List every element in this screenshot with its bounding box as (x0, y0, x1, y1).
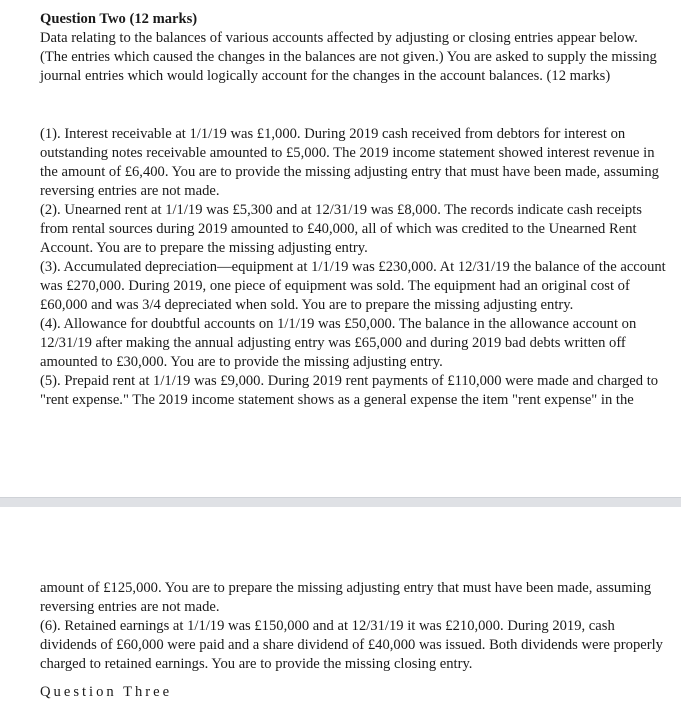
item-5-continued: amount of £125,000. You are to prepare the missing adjusting entry that must have been made, assuming reversing entries are not made. (40, 580, 652, 615)
item-6: (6). Retained earnings at 1/1/19 was £150,000 and at 12/31/19 it was £210,000. During 2019, cash dividends of £60,000 were paid and a share dividend of £40,000 was issued. Both dividends were properly charged to retained earnings. You are to provide the missing closing entry. (40, 618, 663, 672)
item-4: (4). Allowance for doubtful accounts on 1/1/19 was £50,000. The balance in the allowance account on 12/31/19 after making the annual adjusting entry was £65,000 and during 2019 bad debts written off amounted to £30,000. You are to provide the missing adjusting entry. (40, 316, 637, 370)
question-heading: Question Two (12 marks) (40, 11, 198, 27)
item-3: (3). Accumulated depreciation—equipment at 1/1/19 was £230,000. At 12/31/19 the balance of the account was £270,000. During 2019, one piece of equipment was sold. The equipment had an original cost of £60,000 and was 3/4 depreciated when sold. You are to prepare the missing adjusting entry. (40, 259, 666, 313)
item-2: (2). Unearned rent at 1/1/19 was £5,300 and at 12/31/19 was £8,000. The records indicate cash receipts from rental sources during 2019 amounted to £40,000, all of which was credited to the Unearned Rent Account. You are to prepare the missing adjusting entry. (40, 202, 642, 256)
item-1: (1). Interest receivable at 1/1/19 was £1,000. During 2019 cash received from debtors for interest on outstanding notes receivable amounted to £5,000. The 2019 income statement showed interest revenue in the amount of £6,400. You are to provide the missing adjusting entry that must have been made, assuming reversing entries are not made. (40, 126, 659, 199)
items-list (40, 125, 668, 410)
question-intro: Data relating to the balances of various accounts affected by adjusting or closing entries appear below. (The entries which caused the changes in the balances are not given.) You are asked to supply the missing journal entries which would logically account for the changes in the account balances. (12 marks) (40, 30, 657, 84)
item-5: (5). Prepaid rent at 1/1/19 was £9,000. During 2019 rent payments of £110,000 were made and charged to "rent expense." The 2019 income statement shows as a general expense the item "rent expense" in the (40, 373, 659, 408)
continuation-list (40, 579, 668, 674)
cutoff-text: Question Three (40, 684, 173, 700)
cutoff-next-line (40, 684, 210, 700)
